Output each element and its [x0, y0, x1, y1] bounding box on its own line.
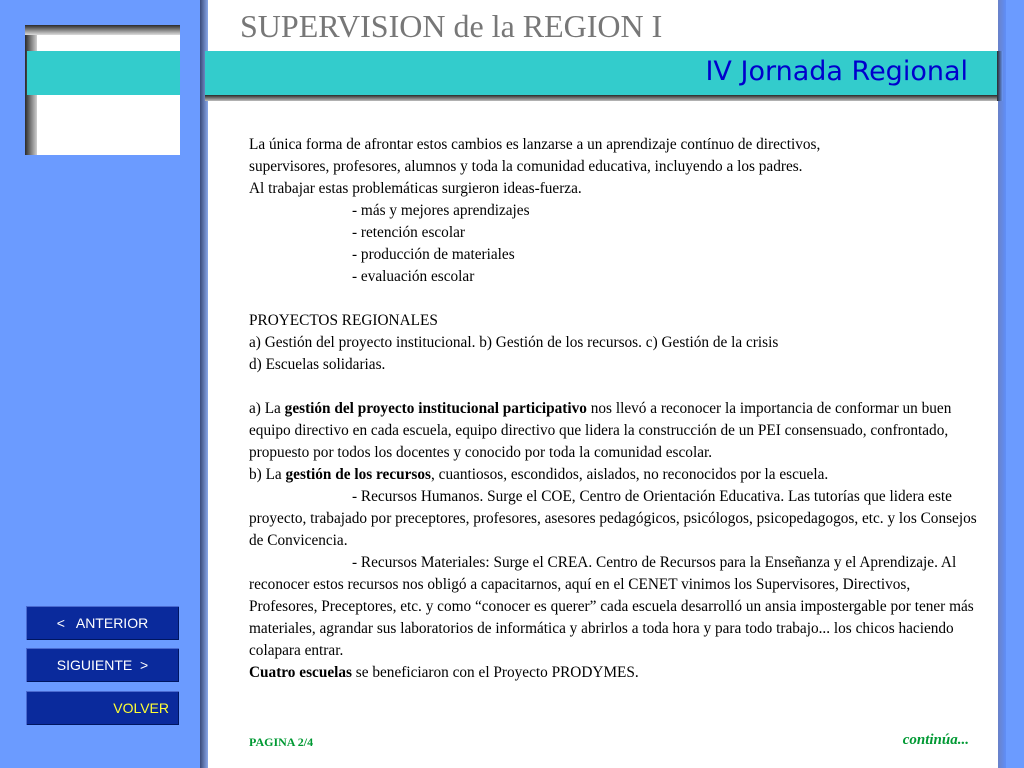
- header-band-shadow: [205, 95, 1000, 101]
- paragraph-a-bold: gestión del proyecto institucional participativo: [284, 400, 587, 417]
- intro-line: La única forma de afrontar estos cambios es lanzarse a un aprendizaje contínuo de directivos,: [249, 136, 821, 153]
- paragraph-a: [249, 398, 977, 464]
- next-button[interactable]: SIGUIENTE >: [26, 648, 179, 682]
- intro-line: Al trabajar estas problemáticas surgieron ideas-fuerza.: [249, 180, 582, 197]
- paragraph-a-prefix: a) La: [249, 400, 285, 417]
- header-band-end-shadow: [997, 51, 1003, 101]
- closing-text: se beneficiaron con el Proyecto PRODYMES.: [351, 664, 639, 681]
- paragraph-b: [249, 464, 977, 486]
- back-button[interactable]: VOLVER: [26, 691, 179, 725]
- projects-line: d) Escuelas solidarias.: [249, 356, 386, 373]
- spacer: [249, 288, 977, 310]
- spacer: [249, 376, 977, 398]
- logo-shadow-top: [25, 25, 180, 35]
- idea-item: - producción de materiales: [352, 246, 515, 263]
- projects-line: a) Gestión del proyecto institucional. b) Gestión de los recursos. c) Gestión de la crisis: [249, 334, 779, 351]
- paragraph-a-text: nos llevó a reconocer la importancia de conformar un buen equipo directivo en cada escuela, equipo directivo que lidera la construcción de un PEI consensuado, confrontado, propuesto por todos los docentes y conocido por toda la comunidad escolar.: [249, 400, 952, 461]
- main-content: [249, 134, 977, 684]
- logo-teal-band: [27, 51, 180, 95]
- projects-heading: PROYECTOS REGIONALES: [249, 312, 438, 329]
- human-resources-paragraph: - Recursos Humanos. Surge el COE, Centro de Orientación Educativa. Las tutorías que lidera este proyecto, trabajado por preceptores, profesores, asesores pedagógicos, psicólogos, psicopedagogos, etc. y los Consejos de Convicencia.: [249, 488, 977, 549]
- intro-line: supervisores, profesores, alumnos y toda la comunidad educativa, incluyendo a los padres.: [249, 158, 803, 175]
- idea-item: - retención escolar: [352, 224, 465, 241]
- idea-item: - evaluación escolar: [352, 268, 475, 285]
- paragraph-b-bold: gestión de los recursos: [285, 466, 431, 483]
- right-panel-shadow: [998, 0, 1006, 768]
- closing-bold: Cuatro escuelas: [249, 664, 352, 681]
- idea-item: - más y mejores aprendizajes: [352, 202, 530, 219]
- paragraph-b-prefix: b) La: [249, 466, 286, 483]
- continue-link[interactable]: continúa...: [902, 732, 969, 748]
- page-subtitle: IV Jornada Regional: [705, 56, 968, 87]
- page-title: SUPERVISION de la REGION I: [240, 8, 663, 44]
- closing-paragraph: [249, 662, 977, 684]
- material-resources-paragraph: - Recursos Materiales: Surge el CREA. Centro de Recursos para la Enseñanza y el Aprendizaje. Al reconocer estos recursos nos obligó a capacitarnos, aquí en el CENET vinimos los Supervisores, Directivos, Profesores, Preceptores, etc. y como “conocer es querer” cada escuela desarrolló un ansia impostergable por tener más materiales, agrandar sus laboratorios de informática y abrirlos a toda hora y para todo trabajo... los chicos haciendo colapara entrar.: [249, 554, 974, 659]
- paragraph-b-text: , cuantiosos, escondidos, aislados, no reconocidos por la escuela.: [431, 466, 829, 483]
- page-number: PAGINA 2/4: [249, 735, 314, 749]
- previous-button[interactable]: < ANTERIOR: [26, 606, 179, 640]
- left-panel-shadow: [200, 0, 208, 768]
